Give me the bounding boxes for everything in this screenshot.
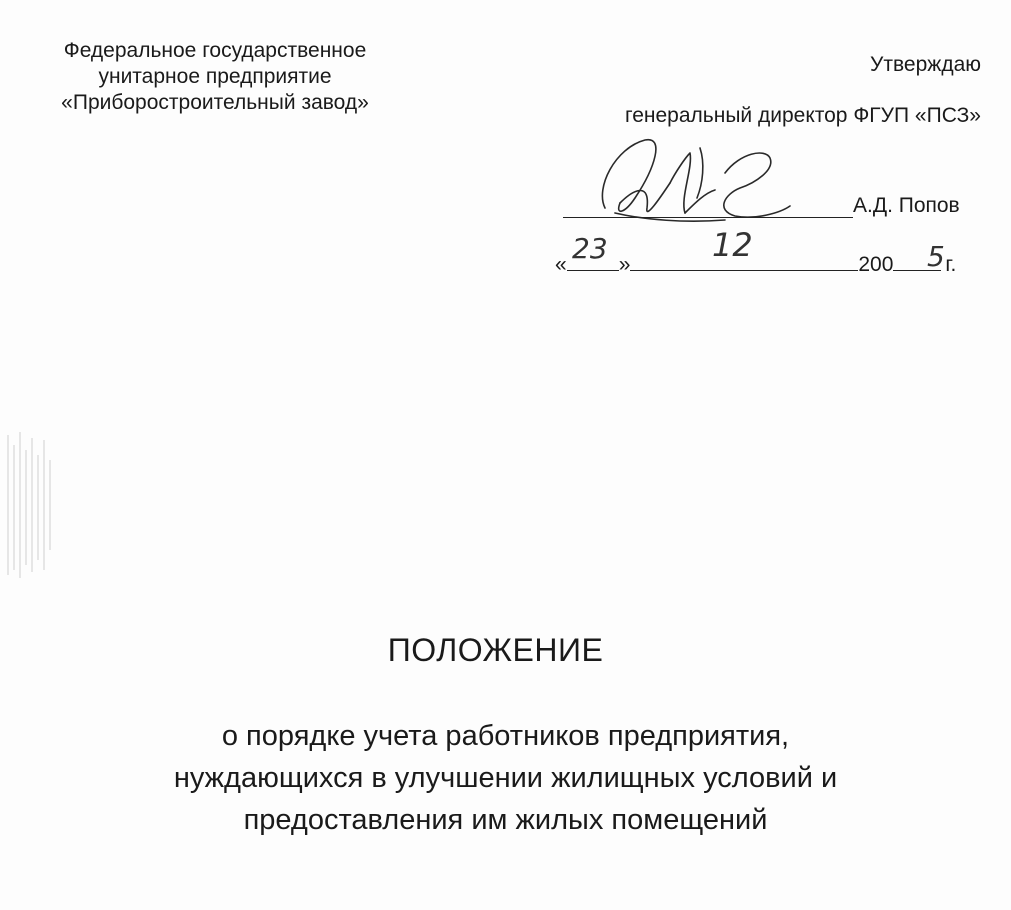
handwritten-year-digit: 5	[927, 240, 945, 273]
approval-word: Утверждаю	[870, 53, 981, 76]
approver-name: А.Д. Попов	[853, 194, 960, 217]
date-close-quote: »	[618, 253, 631, 276]
organization-line-3: «Приборостроительный завод»	[61, 91, 369, 114]
organization-line-1: Федеральное государственное	[63, 39, 367, 62]
handwritten-day: 23	[572, 232, 608, 265]
subtitle-line-3: предоставления им жилых помещений	[243, 804, 768, 836]
subtitle-line-2: нуждающихся в улучшении жилищных условий и	[173, 762, 838, 794]
year-suffix: г.	[945, 253, 957, 276]
document-subtitle	[0, 715, 1011, 841]
subtitle-line-1: о порядке учета работников предприятия,	[221, 720, 790, 752]
approver-position: генеральный директор ФГУП «ПСЗ»	[625, 104, 981, 127]
scan-artifact	[2, 430, 54, 580]
document-title: ПОЛОЖЕНИЕ	[387, 632, 604, 668]
handwritten-signature	[575, 128, 805, 238]
signature-line	[563, 217, 853, 218]
organization-line-2: унитарное предприятие	[98, 65, 332, 88]
date-open-quote: «	[555, 253, 567, 276]
approval-date	[555, 252, 956, 277]
organization-header	[30, 38, 400, 116]
year-prefix: 200	[858, 253, 894, 276]
handwritten-month: 12	[712, 226, 753, 264]
